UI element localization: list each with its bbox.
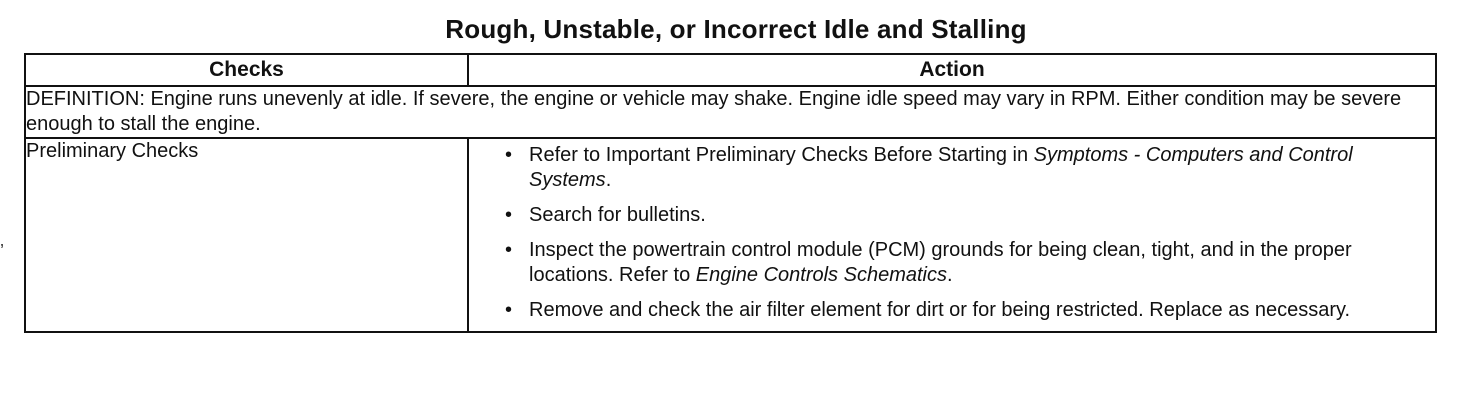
bullet-icon: •: [505, 144, 513, 166]
action-end: .: [605, 169, 612, 191]
column-header-action: Action: [468, 54, 1436, 86]
action-item: [505, 143, 1421, 193]
action-list: [469, 139, 1435, 331]
column-header-checks: Checks: [25, 54, 468, 86]
bullet-icon: •: [505, 239, 513, 261]
action-cell: [468, 138, 1436, 332]
action-text: Refer to Important Preliminary Checks Before Starting in: [529, 144, 1034, 166]
reference-link: Engine Controls Schematics: [695, 264, 947, 286]
check-cell: Preliminary Checks: [25, 138, 468, 332]
action-end: .: [946, 264, 953, 286]
table-row: [25, 138, 1436, 332]
table-header-row: [25, 54, 1436, 86]
action-item: [505, 238, 1421, 288]
action-text: Remove and check the air filter element for dirt or for being restricted. Replace as necessary.: [529, 299, 1351, 321]
stray-mark: ’: [0, 241, 4, 261]
reference-link: Symptoms - Computers and Control Systems: [529, 144, 1353, 191]
action-text: Inspect the powertrain control module (PCM) grounds for being clean, tight, and in the proper locations. Refer to: [529, 239, 1352, 286]
page-title: Rough, Unstable, or Incorrect Idle and Stalling: [445, 14, 1027, 44]
definition-text: DEFINITION: Engine runs unevenly at idle. If severe, the engine or vehicle may shake. Engine idle speed may vary in RPM. Either condition may be severe enough to stall the engine.: [25, 86, 1436, 138]
action-text: Search for bulletins.: [529, 204, 706, 226]
action-item: [505, 298, 1421, 323]
action-item: [505, 203, 1421, 228]
bullet-icon: •: [505, 204, 513, 226]
bullet-icon: •: [505, 299, 513, 321]
diagnostic-table: [24, 53, 1437, 333]
definition-row: [25, 86, 1436, 138]
